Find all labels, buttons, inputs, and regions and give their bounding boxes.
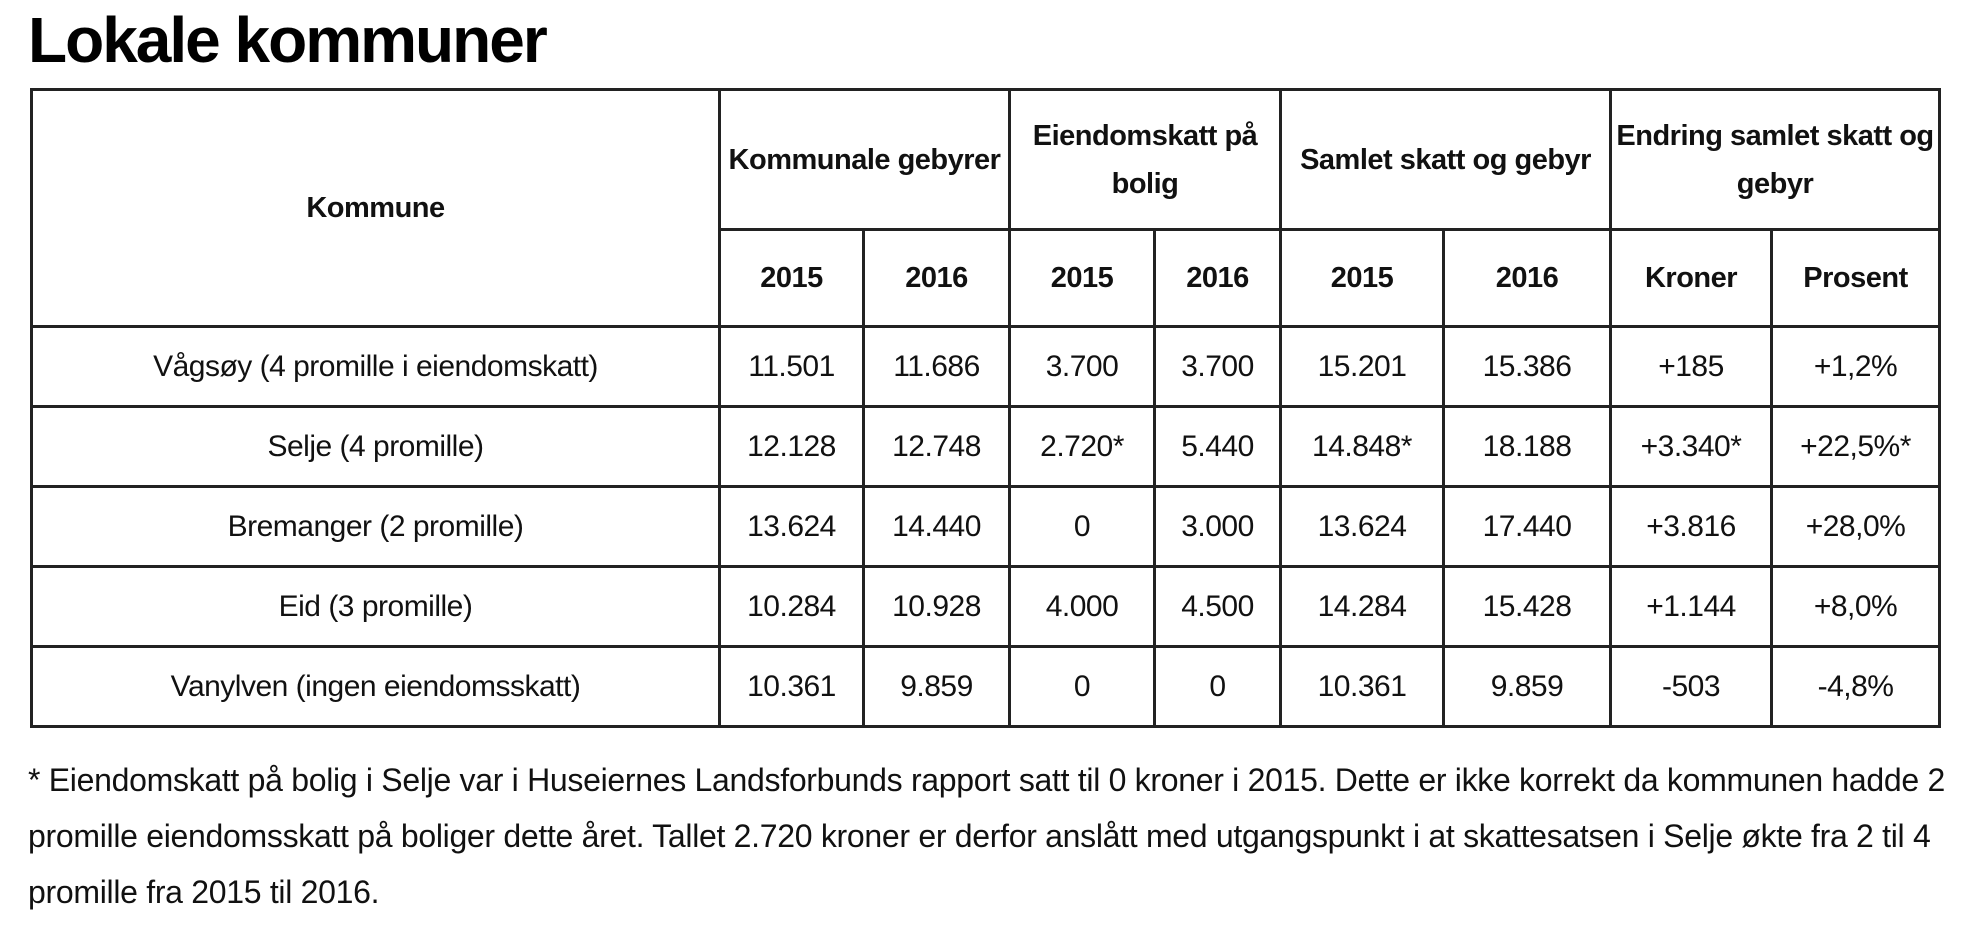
table-cell: +8,0% bbox=[1772, 567, 1940, 647]
table-cell: 3.700 bbox=[1155, 327, 1281, 407]
footnote: * Eiendomskatt på bolig i Selje var i Huseiernes Landsforbunds rapport satt til 0 kroner i 2015. Dette er ikke korrekt da kommunen hadde 2 promille eiendomsskatt på boliger dette året. Tallet 2.720 kroner er derfor anslått med utgangspunkt i at skattesatsen i Selje økte fra 2 til 4 promille fra 2015 til 2016. bbox=[28, 762, 1945, 910]
subheader-gebyrer-2016: 2016 bbox=[864, 230, 1010, 327]
subheader-endring-prosent: Prosent bbox=[1772, 230, 1940, 327]
table-cell: 17.440 bbox=[1444, 487, 1611, 567]
table-cell: +22,5%* bbox=[1772, 407, 1940, 487]
table-cell: 14.848* bbox=[1281, 407, 1444, 487]
table-cell: 9.859 bbox=[864, 647, 1010, 727]
row-kommune-name: Bremanger (2 promille) bbox=[32, 487, 720, 567]
subheader-samlet-2015: 2015 bbox=[1281, 230, 1444, 327]
table-cell: 0 bbox=[1010, 647, 1155, 727]
table-cell: 11.686 bbox=[864, 327, 1010, 407]
table-cell: 13.624 bbox=[720, 487, 864, 567]
row-kommune-name: Eid (3 promille) bbox=[32, 567, 720, 647]
table-cell: -4,8% bbox=[1772, 647, 1940, 727]
table-cell: 12.128 bbox=[720, 407, 864, 487]
table-cell: 15.201 bbox=[1281, 327, 1444, 407]
table-cell: 9.859 bbox=[1444, 647, 1611, 727]
table-cell: 4.000 bbox=[1010, 567, 1155, 647]
table-cell: 10.928 bbox=[864, 567, 1010, 647]
table-row bbox=[32, 647, 1940, 727]
column-header-endring: Endring samlet skatt og gebyr bbox=[1611, 90, 1940, 230]
table-row bbox=[32, 487, 1940, 567]
subheader-samlet-2016: 2016 bbox=[1444, 230, 1611, 327]
row-kommune-name: Selje (4 promille) bbox=[32, 407, 720, 487]
table-cell: 2.720* bbox=[1010, 407, 1155, 487]
table-row bbox=[32, 327, 1940, 407]
table-cell: 4.500 bbox=[1155, 567, 1281, 647]
table-cell: +185 bbox=[1611, 327, 1772, 407]
subheader-endring-kroner: Kroner bbox=[1611, 230, 1772, 327]
table-cell: 3.000 bbox=[1155, 487, 1281, 567]
page-title: Lokale kommuner bbox=[28, 4, 546, 76]
subheader-eiendomskatt-2016: 2016 bbox=[1155, 230, 1281, 327]
subheader-gebyrer-2015: 2015 bbox=[720, 230, 864, 327]
table-cell: 0 bbox=[1155, 647, 1281, 727]
table-cell: +1,2% bbox=[1772, 327, 1940, 407]
table-cell: 5.440 bbox=[1155, 407, 1281, 487]
table-cell: 10.361 bbox=[720, 647, 864, 727]
table-cell: 14.440 bbox=[864, 487, 1010, 567]
table-row bbox=[32, 567, 1940, 647]
table-cell: +28,0% bbox=[1772, 487, 1940, 567]
table-cell: 12.748 bbox=[864, 407, 1010, 487]
table-cell: +3.816 bbox=[1611, 487, 1772, 567]
header-row-groups bbox=[32, 90, 1940, 230]
table-cell: +3.340* bbox=[1611, 407, 1772, 487]
table-cell: 0 bbox=[1010, 487, 1155, 567]
table-cell: 18.188 bbox=[1444, 407, 1611, 487]
table-cell: 11.501 bbox=[720, 327, 864, 407]
table-cell: 15.386 bbox=[1444, 327, 1611, 407]
table-cell: 14.284 bbox=[1281, 567, 1444, 647]
municipality-table bbox=[30, 88, 1941, 728]
column-header-eiendomskatt: Eiendomskatt på bolig bbox=[1010, 90, 1281, 230]
table-cell: +1.144 bbox=[1611, 567, 1772, 647]
table-row bbox=[32, 407, 1940, 487]
column-header-samlet: Samlet skatt og gebyr bbox=[1281, 90, 1611, 230]
column-header-kommune: Kommune bbox=[32, 90, 720, 327]
table-cell: 10.284 bbox=[720, 567, 864, 647]
table-cell: 3.700 bbox=[1010, 327, 1155, 407]
table-cell: 10.361 bbox=[1281, 647, 1444, 727]
table-cell: 13.624 bbox=[1281, 487, 1444, 567]
row-kommune-name: Vågsøy (4 promille i eiendomskatt) bbox=[32, 327, 720, 407]
row-kommune-name: Vanylven (ingen eiendomsskatt) bbox=[32, 647, 720, 727]
column-header-kommunale-gebyrer: Kommunale gebyrer bbox=[720, 90, 1010, 230]
subheader-eiendomskatt-2015: 2015 bbox=[1010, 230, 1155, 327]
table-cell: -503 bbox=[1611, 647, 1772, 727]
table-cell: 15.428 bbox=[1444, 567, 1611, 647]
